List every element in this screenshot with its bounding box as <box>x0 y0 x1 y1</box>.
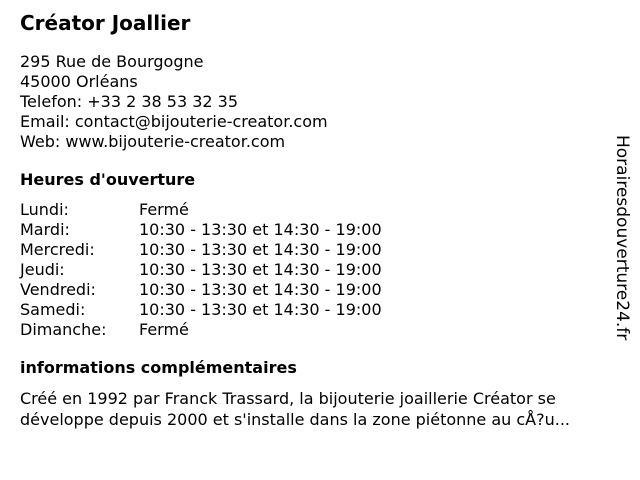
hours-time: Fermé <box>139 200 189 219</box>
address-street: 295 Rue de Bourgogne <box>20 52 204 71</box>
hours-time: 10:30 - 13:30 et 14:30 - 19:00 <box>139 300 382 319</box>
hours-day: Mardi: <box>20 220 70 239</box>
hours-time: 10:30 - 13:30 et 14:30 - 19:00 <box>139 240 382 259</box>
hours-table <box>20 200 610 340</box>
hours-day: Lundi: <box>20 200 69 219</box>
hours-day: Samedi: <box>20 300 86 319</box>
info-body <box>20 388 610 430</box>
hours-row-mercredi <box>20 240 610 260</box>
hours-time: 10:30 - 13:30 et 14:30 - 19:00 <box>139 220 382 239</box>
info-title: informations complémentaires <box>20 358 297 377</box>
hours-time: 10:30 - 13:30 et 14:30 - 19:00 <box>139 280 382 299</box>
address-city: 45000 Orléans <box>20 72 138 91</box>
hours-row-vendredi <box>20 280 610 300</box>
hours-row-samedi <box>20 300 610 320</box>
hours-time: 10:30 - 13:30 et 14:30 - 19:00 <box>139 260 382 279</box>
hours-row-jeudi <box>20 260 610 280</box>
phone-line: Telefon: +33 2 38 53 32 35 <box>20 92 239 111</box>
info-line-2: développe depuis 2000 et s'installe dans la zone piétonne au cÅ?u... <box>20 410 571 429</box>
hours-day: Dimanche: <box>20 320 107 339</box>
email-line: Email: contact@bijouterie-creator.com <box>20 112 328 131</box>
web-line: Web: www.bijouterie-creator.com <box>20 132 286 151</box>
hours-day: Mercredi: <box>20 240 95 259</box>
info-line-1: Créé en 1992 par Franck Trassard, la bijouterie joaillerie Créator se <box>20 389 556 408</box>
address-block <box>20 52 610 152</box>
hours-title: Heures d'ouverture <box>20 170 196 189</box>
hours-day: Vendredi: <box>20 280 96 299</box>
business-card <box>20 10 610 430</box>
business-name: Créator Joallier <box>20 11 191 35</box>
hours-row-mardi <box>20 220 610 240</box>
watermark-text: Horairesdouverture24.fr <box>612 135 632 341</box>
hours-row-lundi <box>20 200 610 220</box>
hours-row-dimanche <box>20 320 610 340</box>
site-watermark <box>612 135 632 371</box>
hours-day: Jeudi: <box>20 260 65 279</box>
hours-time: Fermé <box>139 320 189 339</box>
